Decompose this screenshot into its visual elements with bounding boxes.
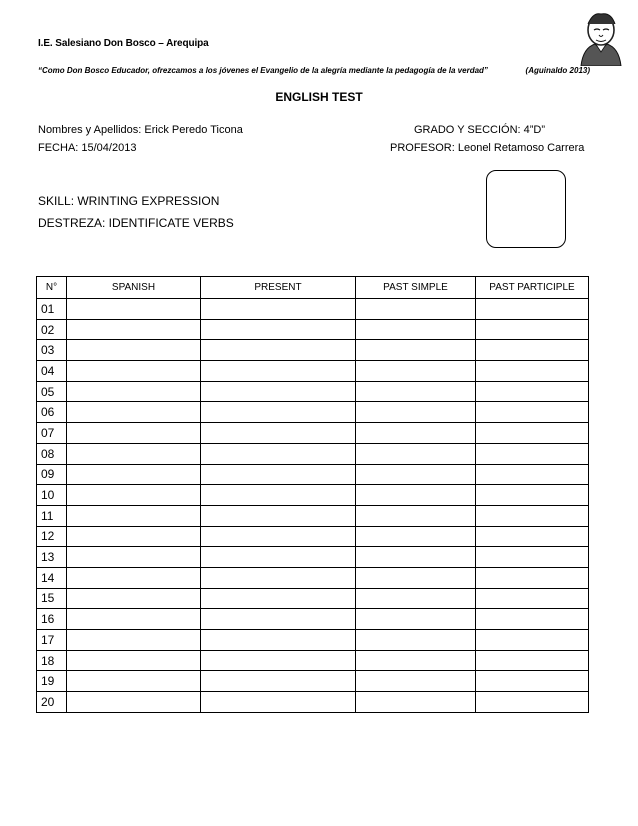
grade-section: GRADO Y SECCIÓN: 4”D” xyxy=(414,124,546,136)
spanish-cell[interactable] xyxy=(67,547,201,568)
exam-date: FECHA: 15/04/2013 xyxy=(38,142,137,154)
school-name: I.E. Salesiano Don Bosco – Arequipa xyxy=(38,38,209,49)
present-cell[interactable] xyxy=(201,361,356,382)
present-cell[interactable] xyxy=(201,692,356,713)
past-participle-cell[interactable] xyxy=(476,464,589,485)
past-participle-cell[interactable] xyxy=(476,402,589,423)
spanish-cell[interactable] xyxy=(67,319,201,340)
page-title: ENGLISH TEST xyxy=(275,90,363,104)
past-participle-cell[interactable] xyxy=(476,692,589,713)
present-cell[interactable] xyxy=(201,443,356,464)
past-participle-cell[interactable] xyxy=(476,671,589,692)
past-simple-cell[interactable] xyxy=(356,588,476,609)
spanish-cell[interactable] xyxy=(67,299,201,320)
past-simple-cell[interactable] xyxy=(356,692,476,713)
past-simple-cell[interactable] xyxy=(356,526,476,547)
row-number: 13 xyxy=(37,547,67,568)
spanish-cell[interactable] xyxy=(67,650,201,671)
row-number: 11 xyxy=(37,505,67,526)
present-cell[interactable] xyxy=(201,299,356,320)
table-row xyxy=(37,361,589,382)
skill-label: SKILL: WRINTING EXPRESSION xyxy=(38,194,220,208)
table-row xyxy=(37,671,589,692)
header-spanish: SPANISH xyxy=(67,277,201,299)
photo-box xyxy=(486,170,566,248)
past-simple-cell[interactable] xyxy=(356,630,476,651)
past-participle-cell[interactable] xyxy=(476,423,589,444)
present-cell[interactable] xyxy=(201,671,356,692)
table-row xyxy=(37,299,589,320)
past-simple-cell[interactable] xyxy=(356,650,476,671)
past-participle-cell[interactable] xyxy=(476,381,589,402)
present-cell[interactable] xyxy=(201,650,356,671)
past-simple-cell[interactable] xyxy=(356,443,476,464)
table-row xyxy=(37,402,589,423)
spanish-cell[interactable] xyxy=(67,630,201,651)
present-cell[interactable] xyxy=(201,609,356,630)
spanish-cell[interactable] xyxy=(67,609,201,630)
spanish-cell[interactable] xyxy=(67,423,201,444)
past-participle-cell[interactable] xyxy=(476,630,589,651)
row-number: 19 xyxy=(37,671,67,692)
table-body xyxy=(37,299,589,713)
table-row xyxy=(37,443,589,464)
row-number: 10 xyxy=(37,485,67,506)
row-number: 01 xyxy=(37,299,67,320)
present-cell[interactable] xyxy=(201,319,356,340)
present-cell[interactable] xyxy=(201,402,356,423)
table-row xyxy=(37,319,589,340)
student-name: Nombres y Apellidos: Erick Peredo Ticona xyxy=(38,124,243,136)
table-header-row xyxy=(37,277,589,299)
row-number: 07 xyxy=(37,423,67,444)
portrait-sketch-icon xyxy=(575,6,627,66)
past-participle-cell[interactable] xyxy=(476,485,589,506)
spanish-cell[interactable] xyxy=(67,526,201,547)
past-participle-cell[interactable] xyxy=(476,299,589,320)
past-simple-cell[interactable] xyxy=(356,567,476,588)
past-participle-cell[interactable] xyxy=(476,319,589,340)
table-row xyxy=(37,567,589,588)
row-number: 04 xyxy=(37,361,67,382)
table-row xyxy=(37,423,589,444)
row-number: 16 xyxy=(37,609,67,630)
teacher-name: PROFESOR: Leonel Retamoso Carrera xyxy=(390,142,585,154)
header-number: N° xyxy=(37,277,67,299)
past-participle-cell[interactable] xyxy=(476,361,589,382)
row-number: 12 xyxy=(37,526,67,547)
row-number: 20 xyxy=(37,692,67,713)
row-number: 06 xyxy=(37,402,67,423)
present-cell[interactable] xyxy=(201,381,356,402)
table-row xyxy=(37,526,589,547)
present-cell[interactable] xyxy=(201,630,356,651)
present-cell[interactable] xyxy=(201,464,356,485)
past-simple-cell[interactable] xyxy=(356,609,476,630)
spanish-cell[interactable] xyxy=(67,692,201,713)
past-participle-cell[interactable] xyxy=(476,526,589,547)
spanish-cell[interactable] xyxy=(67,485,201,506)
table-row xyxy=(37,650,589,671)
past-simple-cell[interactable] xyxy=(356,319,476,340)
past-participle-cell[interactable] xyxy=(476,567,589,588)
spanish-cell[interactable] xyxy=(67,443,201,464)
past-simple-cell[interactable] xyxy=(356,547,476,568)
past-simple-cell[interactable] xyxy=(356,361,476,382)
header-past-participle: PAST PARTICIPLE xyxy=(476,277,589,299)
present-cell[interactable] xyxy=(201,526,356,547)
present-cell[interactable] xyxy=(201,505,356,526)
table-row xyxy=(37,547,589,568)
past-simple-cell[interactable] xyxy=(356,485,476,506)
verbs-table xyxy=(36,276,589,713)
spanish-cell[interactable] xyxy=(67,505,201,526)
row-number: 02 xyxy=(37,319,67,340)
past-simple-cell[interactable] xyxy=(356,402,476,423)
row-number: 09 xyxy=(37,464,67,485)
destreza-label: DESTREZA: IDENTIFICATE VERBS xyxy=(38,216,234,230)
spanish-cell[interactable] xyxy=(67,588,201,609)
table-row xyxy=(37,485,589,506)
aguinaldo: (Aguinaldo 2013) xyxy=(525,66,590,75)
present-cell[interactable] xyxy=(201,340,356,361)
spanish-cell[interactable] xyxy=(67,402,201,423)
past-simple-cell[interactable] xyxy=(356,381,476,402)
past-simple-cell[interactable] xyxy=(356,671,476,692)
table-row xyxy=(37,588,589,609)
past-participle-cell[interactable] xyxy=(476,505,589,526)
present-cell[interactable] xyxy=(201,423,356,444)
table-row xyxy=(37,381,589,402)
past-participle-cell[interactable] xyxy=(476,650,589,671)
past-participle-cell[interactable] xyxy=(476,443,589,464)
past-simple-cell[interactable] xyxy=(356,464,476,485)
motto-row xyxy=(38,66,590,75)
table-row xyxy=(37,630,589,651)
header-present: PRESENT xyxy=(201,277,356,299)
table-row xyxy=(37,505,589,526)
row-number: 03 xyxy=(37,340,67,361)
past-simple-cell[interactable] xyxy=(356,340,476,361)
past-simple-cell[interactable] xyxy=(356,299,476,320)
table-row xyxy=(37,464,589,485)
spanish-cell[interactable] xyxy=(67,671,201,692)
past-participle-cell[interactable] xyxy=(476,340,589,361)
spanish-cell[interactable] xyxy=(67,464,201,485)
motto: “Como Don Bosco Educador, ofrezcamos a los jóvenes el Evangelio de la alegría mediante la pedagogía de la verdad” xyxy=(38,66,488,75)
table-row xyxy=(37,340,589,361)
present-cell[interactable] xyxy=(201,588,356,609)
past-participle-cell[interactable] xyxy=(476,588,589,609)
row-number: 18 xyxy=(37,650,67,671)
table-row xyxy=(37,609,589,630)
table-row xyxy=(37,692,589,713)
spanish-cell[interactable] xyxy=(67,361,201,382)
past-simple-cell[interactable] xyxy=(356,505,476,526)
row-number: 08 xyxy=(37,443,67,464)
row-number: 05 xyxy=(37,381,67,402)
present-cell[interactable] xyxy=(201,485,356,506)
row-number: 14 xyxy=(37,567,67,588)
row-number: 15 xyxy=(37,588,67,609)
present-cell[interactable] xyxy=(201,567,356,588)
spanish-cell[interactable] xyxy=(67,567,201,588)
past-simple-cell[interactable] xyxy=(356,423,476,444)
present-cell[interactable] xyxy=(201,547,356,568)
spanish-cell[interactable] xyxy=(67,381,201,402)
past-participle-cell[interactable] xyxy=(476,547,589,568)
spanish-cell[interactable] xyxy=(67,340,201,361)
past-participle-cell[interactable] xyxy=(476,609,589,630)
row-number: 17 xyxy=(37,630,67,651)
header-past-simple: PAST SIMPLE xyxy=(356,277,476,299)
